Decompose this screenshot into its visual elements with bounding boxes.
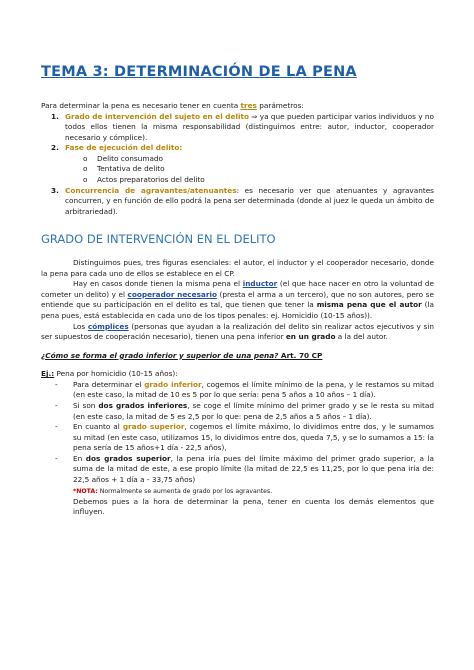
- highlight-term: grado inferior: [144, 379, 202, 389]
- examples-list: [41, 380, 434, 486]
- example-title: Pena por homicidio (10-15 años):: [54, 369, 178, 379]
- list-number: 3.: [51, 185, 59, 195]
- paragraph: [41, 279, 434, 321]
- bullet-marker: o: [83, 153, 88, 163]
- highlight-term: grado superior: [122, 422, 185, 432]
- dash-marker: -: [55, 422, 58, 432]
- term-cooperador: cooperador necesario: [127, 289, 217, 299]
- text-run: En: [73, 453, 86, 463]
- param-text: :: [179, 143, 183, 153]
- text-run: (personas que ayudan a la realización del delito sin realizar actos ejecutivos y sin ser supuestos de cooperación necesario), tienen una pena inferior: [41, 321, 434, 342]
- note: [41, 486, 434, 497]
- example-heading: [41, 369, 434, 380]
- paragraph: Distinguimos pues, tres figuras esenciales: el autor, el inductor y el cooperador necesario, donde la pena para cada uno de ellos se establece en el CP.: [41, 258, 434, 278]
- dash-marker: -: [55, 379, 58, 389]
- phase-item: Delito consumado: [97, 153, 164, 163]
- example-label: Ej.:: [41, 369, 55, 379]
- paragraph: [41, 322, 434, 343]
- param-label: Concurrencia de agravantes/atenuantes: [65, 185, 237, 195]
- closing-paragraph: Debemos pues a la hora de determinar la pena, tener en cuenta los demás elementos que influyen.: [73, 496, 434, 517]
- phase-item: Actos preparatorios del delito: [97, 175, 205, 185]
- intro-text: Para determinar la pena es necesario tener en cuenta: [41, 101, 241, 111]
- list-item: [65, 175, 434, 186]
- note-text: Normalmente se aumenta de grado por los agravantes.: [97, 487, 273, 495]
- question-text: ¿Cómo se forma el grado inferior y superior de una pena?: [41, 350, 281, 360]
- text-run: , se coge el límite mínimo del primer grado y se le resta su mitad (en este caso, la mitad de 5 es 2,5 por lo que: pena de 2,5 años a 5 años – 1 día).: [73, 400, 434, 421]
- list-item: [41, 186, 434, 218]
- term-inductor: inductor: [242, 279, 278, 289]
- text-run: , la pena iría pues del límite máximo del primer grado superior, a la suma de la mitad de este, a ese propio límite (la mitad de 22,5 es 11,25, por lo que pena iría de: 22,5 años + 1 día a - 33,75 años): [73, 453, 434, 485]
- list-item: [41, 454, 434, 486]
- note-label: *NOTA:: [73, 487, 98, 495]
- list-item: [41, 422, 434, 454]
- text-run: (la pena pues, está establecida en cada uno de los tipos penales: ej. Homicidio (10-15 años)).: [41, 300, 434, 320]
- phase-item: Tentativa de delito: [97, 164, 165, 174]
- param-label: Grado de intervención del sujeto en el delito: [65, 111, 249, 121]
- highlight-term: dos grados superior: [85, 453, 171, 463]
- param-text: ⇒ ya que pueden participar varios individuos y no todos ellos tienen la misma responsabilidad (distinguimos entre: autor, inductor, cooperador necesario y cómplice).: [65, 111, 434, 142]
- list-item: [41, 112, 434, 144]
- bullet-marker: o: [83, 175, 88, 185]
- text-run: a la del autor.: [335, 332, 388, 342]
- parameters-list: [41, 112, 434, 218]
- param-text: : es necesario ver que atenuantes y agravantes concurren, y en función de ello podrá la pena ser determinada (donde al juez le queda un ámbito de arbitrariedad).: [65, 185, 434, 216]
- list-number: 2.: [51, 143, 59, 153]
- text-run: Hay en casos donde tienen la misma pena el: [73, 279, 243, 289]
- spacer: [41, 361, 434, 369]
- text-run: Si son: [73, 400, 99, 410]
- dash-marker: -: [55, 400, 58, 410]
- text-run: Para determinar el: [73, 379, 145, 389]
- term-complices: cómplices: [87, 321, 129, 331]
- spacer: [41, 343, 434, 351]
- text-run: Los: [73, 321, 88, 331]
- question-ref: Art. 70 CP: [280, 350, 323, 360]
- bold-text: en un grado: [285, 332, 336, 342]
- list-item: [65, 164, 434, 175]
- text-run: , cogemos el límite mínimo de la pena, y le restamos su mitad (en este caso, la mitad de 10 es 5 por lo que sería: pena 5 años a 10 años – 1 día).: [73, 379, 434, 400]
- list-item: [65, 154, 434, 165]
- section-heading: GRADO DE INTERVENCIÓN EN EL DELITO: [41, 232, 276, 247]
- intro-paragraph: [41, 101, 434, 112]
- param-label: Fase de ejecución del delito: [65, 143, 180, 153]
- dash-marker: -: [55, 453, 58, 463]
- bold-text: misma pena que el autor: [316, 300, 422, 310]
- list-number: 1.: [51, 111, 59, 121]
- list-item: [41, 380, 434, 401]
- list-item: [41, 143, 434, 185]
- intro-text-end: parámetros:: [256, 101, 304, 111]
- intro-highlight: tres: [240, 101, 257, 111]
- page-title: TEMA 3: DETERMINACIÓN DE LA PENA: [41, 64, 357, 80]
- text-run: (presta el arma a un tercero), que no son autores, pero se entiende que su participación en el delito es tal, que tienen que tener la: [41, 289, 434, 310]
- question: [41, 351, 434, 362]
- text-run: , cogemos el límite máximo, lo dividimos entre dos, y le sumamos su mitad (en este caso, utilizamos 15, lo dividimos entre dos, queda 7,5, y se lo sumamos a 15: la pena sería de 15 años+1 día - 22,5 años),: [73, 422, 434, 453]
- bullet-marker: o: [83, 164, 88, 174]
- phases-list: [65, 154, 434, 186]
- text-run: (el que hace nacer en otro la voluntad de cometer un delito) y el: [41, 279, 434, 299]
- text-run: En cuanto al: [73, 422, 123, 432]
- highlight-term: dos grados inferiores: [98, 400, 188, 410]
- list-item: [41, 401, 434, 422]
